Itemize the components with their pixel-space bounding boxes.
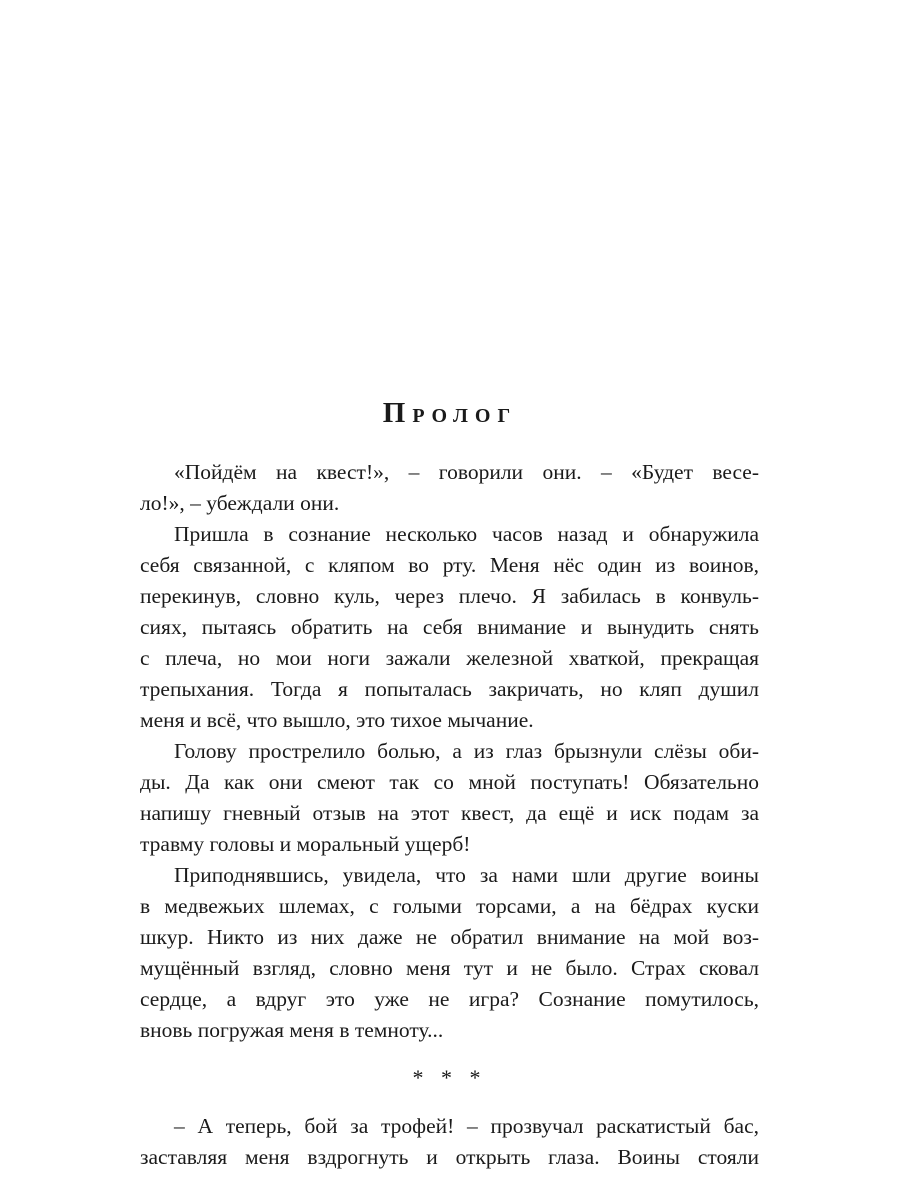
scene-separator: * * * [412,1065,487,1090]
chapter-body [140,457,759,1173]
text-line: меня и всё, что вышло, это тихое мычание. [140,708,534,732]
text-line: – А теперь, бой за трофей! – прозвучал раскатистый бас, [174,1114,759,1138]
text-line: «Пойдём на квест!», – говорили они. – «Будет весе- [174,460,759,484]
paragraph [140,457,759,519]
text-line: заставляя меня вздрогнуть и открыть глаза. Воины стояли [140,1145,759,1169]
text-line: в медвежьих шлемах, с голыми торсами, а на бёдрах куски [140,894,759,918]
text-line: трепыхания. Тогда я попыталась закричать, но кляп душил [140,677,759,701]
text-line: ды. Да как они смеют так со мной поступать! Обязательно [140,770,759,794]
text-line: шкур. Никто из них даже не обратил внимание на мой воз- [140,925,759,949]
text-before-separator [140,457,759,1046]
text-line: Голову прострелило болью, а из глаз брызнули слёзы оби- [174,739,759,763]
text-line: сердце, а вдруг это уже не игра? Сознание помутилось, [140,987,759,1011]
paragraph [140,519,759,736]
text-after-separator [140,1111,759,1173]
text-line: перекинув, словно куль, через плечо. Я забилась в конвуль- [140,584,759,608]
text-line: вновь погружая меня в темноту... [140,1018,444,1042]
text-line: мущённый взгляд, словно меня тут и не было. Страх сковал [140,956,759,980]
chapter-title: Пролог [382,397,518,429]
paragraph [140,860,759,1046]
text-line: с плеча, но мои ноги зажали железной хваткой, прекращая [140,646,759,670]
paragraph [140,736,759,860]
text-line: Пришла в сознание несколько часов назад и обнаружила [174,522,759,546]
text-line: травму головы и моральный ущерб! [140,832,471,856]
text-line: ло!», – убеждали они. [140,491,340,515]
text-line: себя связанной, с кляпом во рту. Меня нёс один из воинов, [140,553,759,577]
text-line: сиях, пытаясь обратить на себя внимание и вынудить снять [140,615,759,639]
text-line: Приподнявшись, увидела, что за нами шли другие воины [174,863,759,887]
paragraph [140,1111,759,1173]
text-line: напишу гневный отзыв на этот квест, да ещё и иск подам за [140,801,759,825]
